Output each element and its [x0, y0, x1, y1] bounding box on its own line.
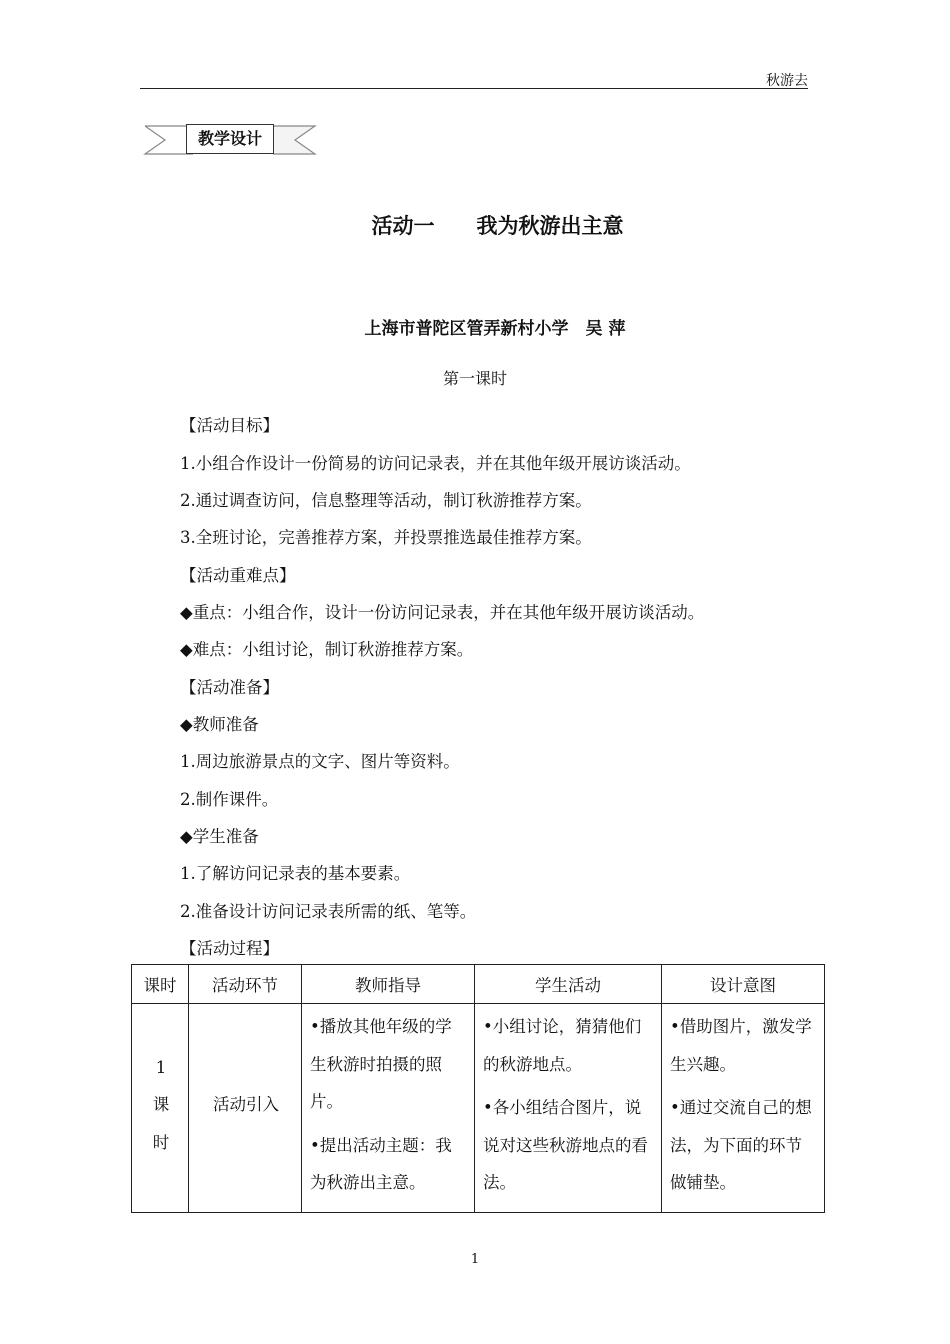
- table-header-row: [132, 965, 825, 1004]
- page-number: 1: [470, 1252, 480, 1267]
- stage-cell: 活动引入: [189, 1004, 302, 1213]
- student-activity-cell: [475, 1004, 662, 1213]
- goal-item: 2.通过调查访问，信息整理等活动，制订秋游推荐方案。: [180, 491, 592, 510]
- author-line: 上海市普陀区管弄新村小学 吴 萍: [364, 319, 626, 339]
- teacher-prep-item: 2.制作课件。: [180, 790, 279, 809]
- header-title: 秋游去: [766, 73, 808, 89]
- teacher-guidance-cell: [302, 1004, 475, 1213]
- table-row: [132, 1004, 825, 1213]
- teacher-guidance-item: •提出活动主题：我为秋游出主意。: [310, 1135, 452, 1192]
- period-char: 1: [155, 1057, 167, 1077]
- teacher-prep-item: 1.周边旅游景点的文字、图片等资料。: [180, 752, 460, 771]
- header-rule: [140, 88, 808, 89]
- goal-item: 3.全班讨论，完善推荐方案，并投票推选最佳推荐方案。: [180, 528, 592, 547]
- design-intent-item: •借助图片，激发学生兴趣。: [670, 1017, 812, 1074]
- table-header-cell: 课时: [132, 965, 189, 1004]
- table-header-cell: 学生活动: [475, 965, 662, 1004]
- teacher-guidance-item: •播放其他年级的学生秋游时拍摄的照片。: [310, 1017, 452, 1111]
- goals-heading: 【活动目标】: [180, 416, 279, 435]
- table-header-cell: 活动环节: [189, 965, 302, 1004]
- design-intent-item: •通过交流自己的想法，为下面的环节做铺垫。: [670, 1098, 812, 1192]
- design-intent-cell: [662, 1004, 825, 1213]
- student-prep-item: 2.准备设计访问记录表所需的纸、笔等。: [180, 902, 477, 921]
- activity-title: 活动一 我为秋游出主意: [371, 214, 624, 238]
- prep-heading: 【活动准备】: [180, 678, 279, 697]
- key-point: ◆难点：小组讨论，制订秋游推荐方案。: [180, 640, 474, 659]
- goal-item: 1.小组合作设计一份简易的访问记录表，并在其他年级开展访谈活动。: [180, 454, 691, 473]
- table-header-cell: 教师指导: [302, 965, 475, 1004]
- student-prep-heading: ◆学生准备: [180, 827, 259, 846]
- student-activity-item: •小组讨论，猜猜他们的秋游地点。: [483, 1017, 642, 1074]
- student-activity-item: •各小组结合图片，说说对这些秋游地点的看法。: [483, 1098, 648, 1192]
- table-header-cell: 设计意图: [662, 965, 825, 1004]
- student-prep-item: 1.了解访问记录表的基本要素。: [180, 864, 411, 883]
- section-banner-label: 教学设计: [186, 124, 274, 154]
- key-heading: 【活动重难点】: [180, 566, 296, 585]
- period-char: 时: [152, 1132, 170, 1152]
- period-char: 课: [152, 1095, 170, 1114]
- lesson-label: 第一课时: [442, 369, 507, 388]
- process-table: [131, 964, 825, 1213]
- process-heading: 【活动过程】: [180, 939, 279, 958]
- key-point: ◆重点：小组合作，设计一份访问记录表，并在其他年级开展访谈活动。: [180, 603, 705, 622]
- teacher-prep-heading: ◆教师准备: [180, 715, 259, 734]
- period-cell: [132, 1004, 189, 1213]
